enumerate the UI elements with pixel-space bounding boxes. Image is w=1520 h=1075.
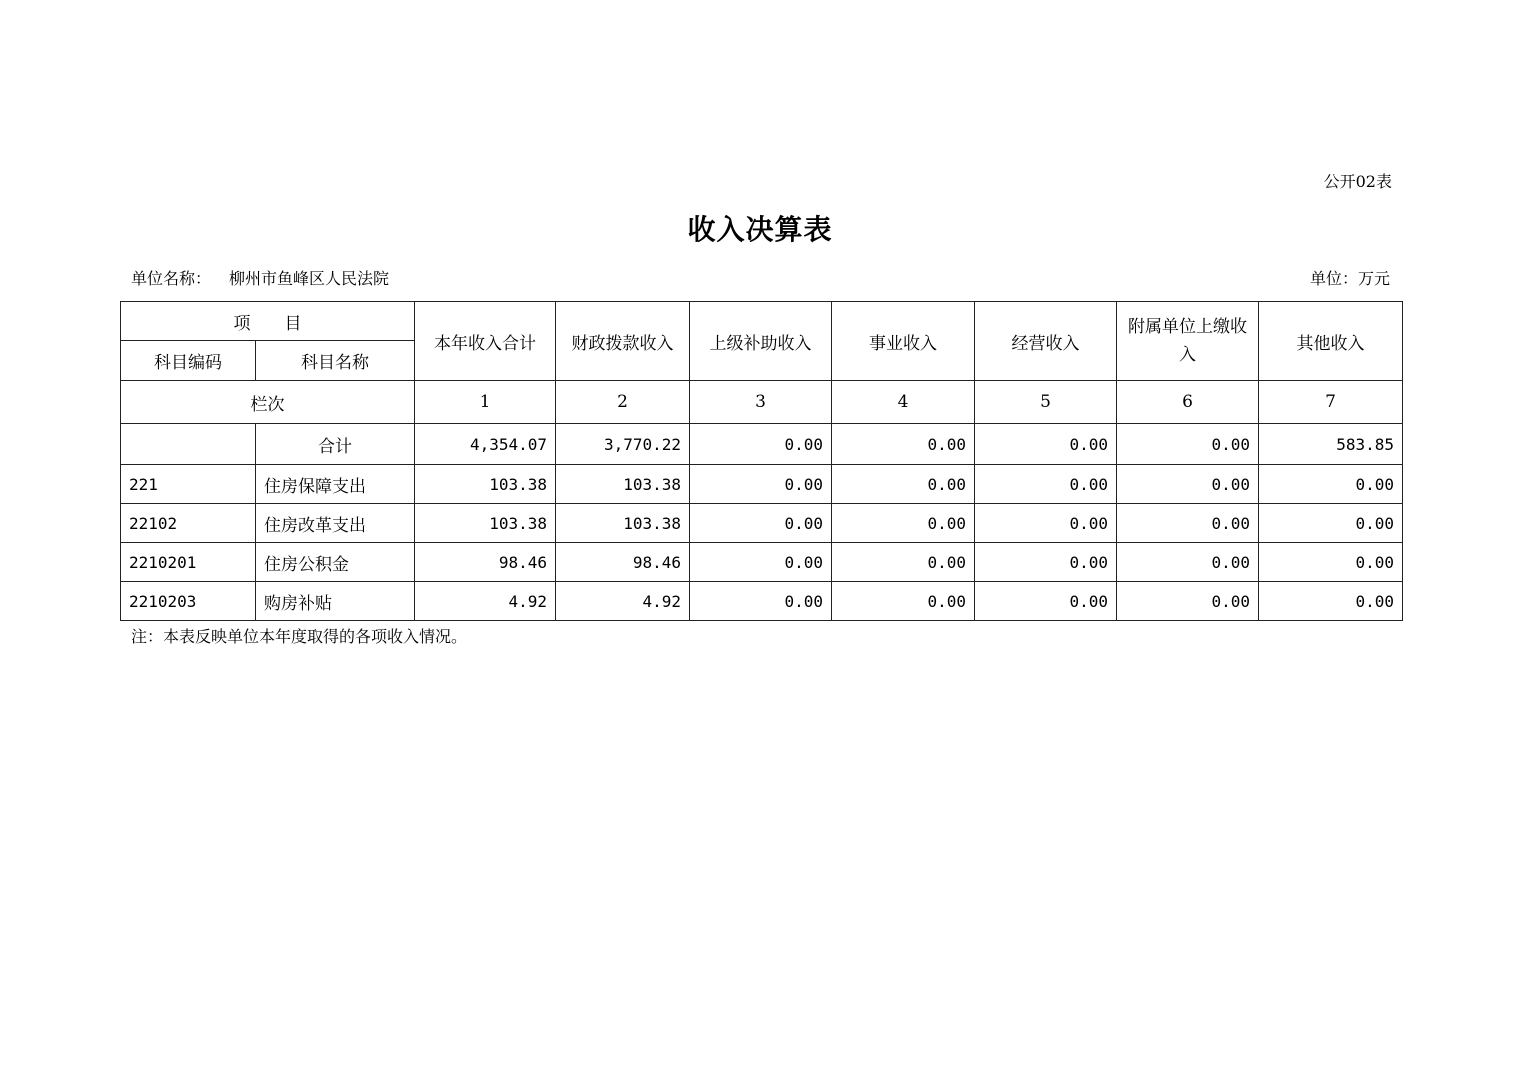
subject-code: 2210203 — [121, 582, 256, 621]
cell-value: 0.00 — [690, 543, 832, 582]
total-value: 4,354.07 — [415, 424, 556, 465]
column-number: 6 — [1117, 381, 1259, 424]
header-col-6: 附属单位上缴收入 — [1117, 302, 1259, 381]
cell-value: 0.00 — [690, 465, 832, 504]
cell-value: 0.00 — [1259, 465, 1403, 504]
total-value: 3,770.22 — [556, 424, 690, 465]
column-number-label: 栏次 — [121, 381, 415, 424]
subject-code: 221 — [121, 465, 256, 504]
column-number: 4 — [832, 381, 975, 424]
table-row — [121, 465, 1403, 504]
cell-value: 0.00 — [832, 465, 975, 504]
cell-value: 0.00 — [1259, 582, 1403, 621]
cell-value: 0.00 — [690, 582, 832, 621]
total-value: 0.00 — [832, 424, 975, 465]
subject-name: 住房公积金 — [256, 543, 415, 582]
cell-value: 0.00 — [1117, 465, 1259, 504]
table-row — [121, 504, 1403, 543]
money-unit: 单位：万元 — [1309, 269, 1390, 288]
cell-value: 0.00 — [975, 543, 1117, 582]
unit-name — [131, 268, 389, 290]
cell-value: 0.00 — [832, 543, 975, 582]
cell-value: 4.92 — [556, 582, 690, 621]
column-number: 7 — [1259, 381, 1403, 424]
header-col-5: 经营收入 — [975, 302, 1117, 381]
total-value: 0.00 — [975, 424, 1117, 465]
unit-name-label: 单位名称： — [131, 269, 212, 288]
header-col-3: 上级补助收入 — [690, 302, 832, 381]
header-name: 科目名称 — [256, 341, 415, 381]
cell-value: 103.38 — [415, 465, 556, 504]
cell-value: 0.00 — [975, 465, 1117, 504]
cell-value: 0.00 — [832, 504, 975, 543]
subject-name: 购房补贴 — [256, 582, 415, 621]
subject-name: 住房改革支出 — [256, 504, 415, 543]
column-number: 2 — [556, 381, 690, 424]
cell-value: 0.00 — [1259, 504, 1403, 543]
form-number: 公开02表 — [1323, 172, 1392, 191]
table-row — [121, 582, 1403, 621]
header-col-2: 财政拨款收入 — [556, 302, 690, 381]
cell-value: 103.38 — [556, 465, 690, 504]
total-row — [121, 424, 1403, 465]
table-row — [121, 543, 1403, 582]
total-value: 0.00 — [690, 424, 832, 465]
header-col-7: 其他收入 — [1259, 302, 1403, 381]
cell-value: 0.00 — [1117, 582, 1259, 621]
cell-value: 103.38 — [556, 504, 690, 543]
table-note: 注：本表反映单位本年度取得的各项收入情况。 — [131, 627, 468, 646]
income-final-accounts-table — [120, 301, 1403, 621]
cell-value: 4.92 — [415, 582, 556, 621]
total-value: 0.00 — [1117, 424, 1259, 465]
header-item: 项 目 — [121, 302, 415, 341]
total-code-cell — [121, 424, 256, 465]
total-value: 583.85 — [1259, 424, 1403, 465]
subject-code: 22102 — [121, 504, 256, 543]
cell-value: 0.00 — [1117, 504, 1259, 543]
cell-value: 98.46 — [415, 543, 556, 582]
cell-value: 0.00 — [975, 504, 1117, 543]
header-code: 科目编码 — [121, 341, 256, 381]
cell-value: 0.00 — [832, 582, 975, 621]
cell-value: 0.00 — [1117, 543, 1259, 582]
column-number-row — [121, 381, 1403, 424]
subject-name: 住房保障支出 — [256, 465, 415, 504]
subject-code: 2210201 — [121, 543, 256, 582]
column-number: 5 — [975, 381, 1117, 424]
cell-value: 0.00 — [690, 504, 832, 543]
cell-value: 98.46 — [556, 543, 690, 582]
header-col-4: 事业收入 — [832, 302, 975, 381]
header-col-1: 本年收入合计 — [415, 302, 556, 381]
cell-value: 0.00 — [1259, 543, 1403, 582]
header-row-1 — [121, 302, 1403, 341]
page-title: 收入决算表 — [687, 213, 833, 246]
column-number: 3 — [690, 381, 832, 424]
cell-value: 0.00 — [975, 582, 1117, 621]
unit-name-value: 柳州市鱼峰区人民法院 — [229, 269, 390, 288]
total-label: 合计 — [256, 424, 415, 465]
column-number: 1 — [415, 381, 556, 424]
unit-info-row — [131, 268, 1390, 290]
cell-value: 103.38 — [415, 504, 556, 543]
